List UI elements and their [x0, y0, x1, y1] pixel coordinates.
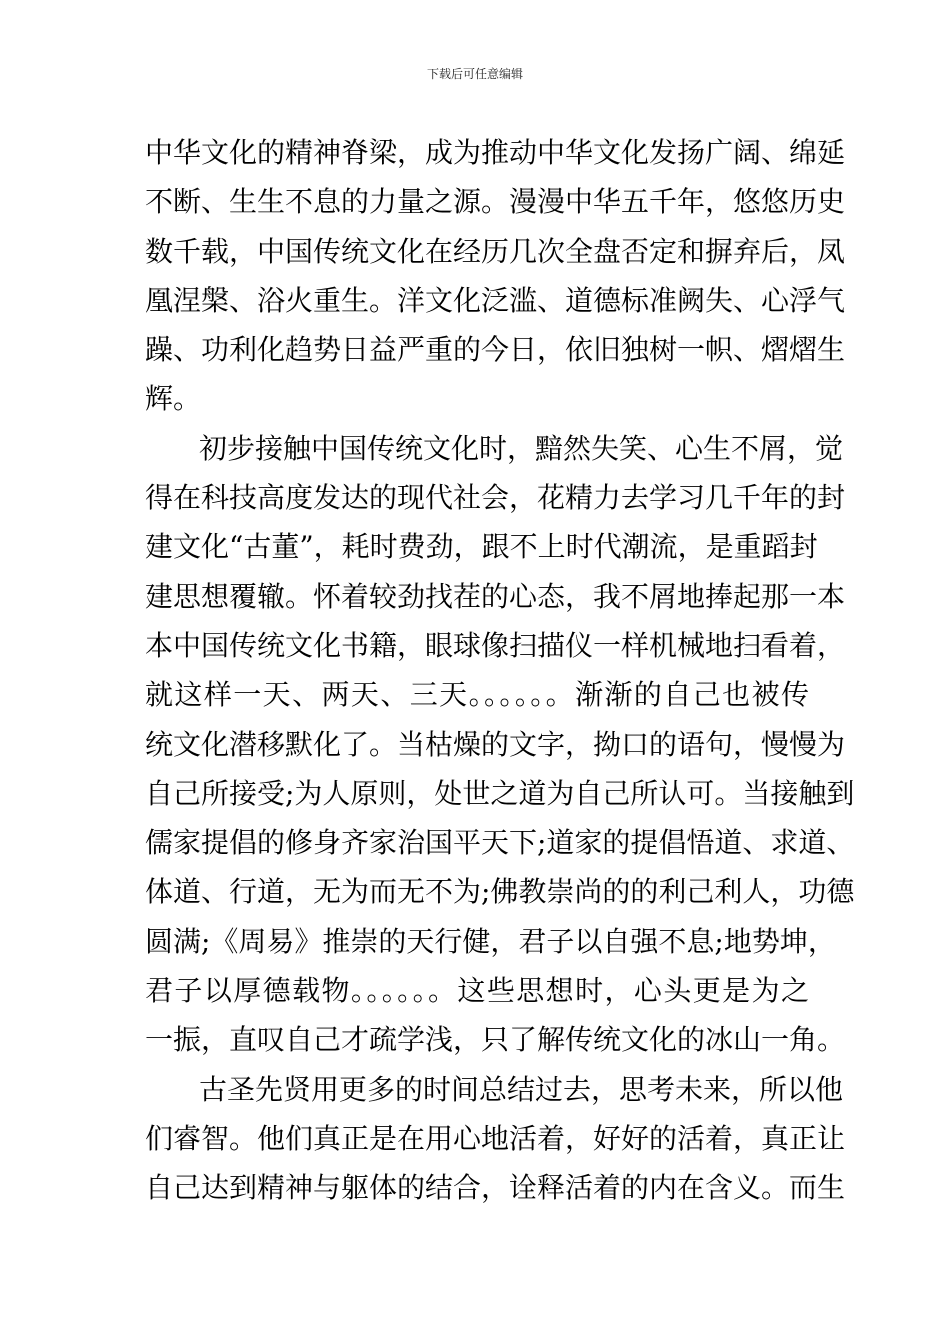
text-line: 儒家提倡的修身齐家治国平天下;道家的提倡悟道、求道、: [145, 826, 855, 860]
text-line: 一振，直叹自己才疏学浅，只了解传统文化的冰山一角。: [145, 1023, 846, 1057]
text-line: 古圣先贤用更多的时间总结过去，思考未来，所以他: [199, 1072, 844, 1106]
text-line: 建文化“古董”，耗时费劲，跟不上时代潮流，是重蹈封: [145, 530, 818, 564]
text-line: 躁、功利化趋势日益严重的今日，依旧独树一帜、熠熠生: [145, 333, 846, 367]
text-line: 体道、行道，无为而无不为;佛教崇尚的的利己利人，功德: [145, 875, 855, 909]
text-line: 凰涅槃、浴火重生。洋文化泛滥、道德标准阙失、心浮气: [145, 283, 846, 317]
text-line: 统文化潜移默化了。当枯燥的文字，拗口的语句，慢慢为: [145, 727, 846, 761]
text-line: 建思想覆辙。怀着较劲找茬的心态，我不屑地捧起那一本: [145, 579, 846, 613]
text-line: 自己达到精神与躯体的结合，诠释活着的内在含义。而生: [145, 1171, 846, 1205]
text-line: 就这样一天、两天、三天。。。。。。渐渐的自己也被传: [145, 678, 809, 712]
text-line: 数千载，中国传统文化在经历几次全盘否定和摒弃后，凤: [145, 234, 846, 268]
text-line: 得在科技高度发达的现代社会，花精力去学习几千年的封: [145, 481, 846, 515]
text-line: 君子以厚德载物。。。。。。这些思想时，心头更是为之: [145, 974, 809, 1008]
paragraph-2: [145, 424, 855, 1065]
text-line: 不断、生生不息的力量之源。漫漫中华五千年，悠悠历史: [145, 185, 846, 219]
text-line: 自己所接受;为人原则，处世之道为自己所认可。当接触到: [145, 776, 855, 810]
text-line: 中华文化的精神脊梁，成为推动中华文化发扬广阔、绵延: [145, 136, 846, 169]
text-line: 辉。: [145, 382, 202, 416]
header-note: 下载后可任意编辑: [426, 67, 523, 81]
text-line: 初步接触中国传统文化时，黯然失笑、心生不屑，觉: [199, 431, 844, 465]
paragraph-3: [145, 1065, 846, 1213]
paragraph-1: [145, 128, 846, 424]
body-text: [145, 128, 855, 1213]
text-line: 本中国传统文化书籍，眼球像扫描仪一样机械地扫看着，: [145, 628, 846, 662]
text-line: 们睿智。他们真正是在用心地活着，好好的活着，真正让: [145, 1121, 846, 1155]
text-line: 圆满;《周易》推崇的天行健，君子以自强不息;地势坤，: [145, 924, 836, 958]
